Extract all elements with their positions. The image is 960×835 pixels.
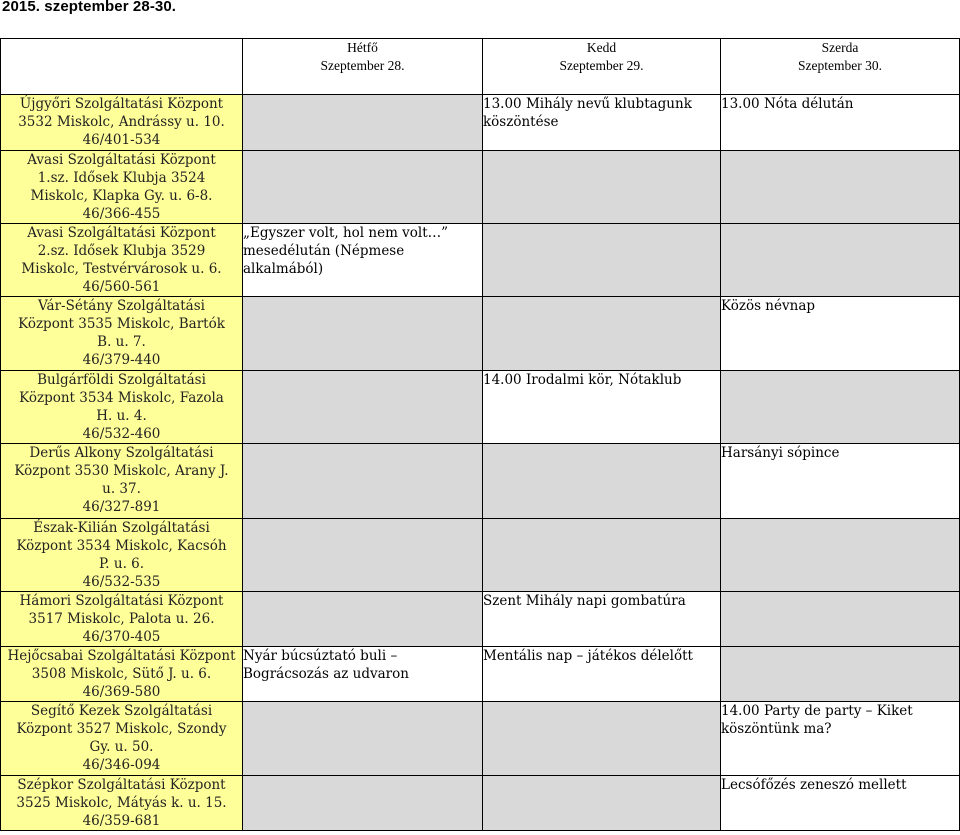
event-cell xyxy=(721,95,960,151)
venue-line: Derűs Alkony Szolgáltatási xyxy=(29,445,214,461)
empty-cell xyxy=(721,371,960,444)
day-header-tuesday xyxy=(483,39,721,95)
event-cell xyxy=(243,647,483,702)
event-cell xyxy=(483,647,721,702)
venue-line: H. u. 4. xyxy=(96,408,147,424)
empty-cell xyxy=(483,776,721,831)
venue-line: Központ 3534 Miskolc, Fazola xyxy=(19,390,224,406)
schedule-table xyxy=(0,38,960,831)
event-cell xyxy=(483,371,721,444)
event-cell xyxy=(483,95,721,151)
empty-cell xyxy=(483,702,721,776)
venue-line: 46/370-405 xyxy=(82,629,161,645)
empty-cell xyxy=(483,444,721,519)
event-cell xyxy=(721,297,960,371)
event-line: 13.00 Nóta délután xyxy=(721,96,854,112)
venue-line: Gy. u. 50. xyxy=(89,739,154,755)
event-cell xyxy=(483,592,721,647)
event-line: Közös névnap xyxy=(721,298,816,314)
venue-line: Avasi Szolgáltatási Központ xyxy=(27,152,216,168)
empty-cell xyxy=(243,592,483,647)
venue-line: 46/532-535 xyxy=(82,574,161,590)
empty-cell xyxy=(483,297,721,371)
table-row xyxy=(1,224,960,297)
event-line: Harsányi sópince xyxy=(721,445,840,461)
venue-line: Újgyőri Szolgáltatási Központ xyxy=(19,96,224,112)
event-line: 14.00 Irodalmi kör, Nótaklub xyxy=(483,372,682,388)
empty-cell xyxy=(721,224,960,297)
event-line: köszöntünk ma? xyxy=(721,721,832,737)
day-name: Hétfő xyxy=(347,40,378,55)
empty-cell xyxy=(243,95,483,151)
empty-cell xyxy=(243,297,483,371)
venue-line: 3508 Miskolc, Sütő J. u. 6. xyxy=(31,666,212,682)
venue-line: Szépkor Szolgáltatási Központ xyxy=(17,777,226,793)
venue-cell xyxy=(1,297,243,371)
venue-line: Bulgárföldi Szolgáltatási xyxy=(37,372,206,388)
empty-cell xyxy=(243,776,483,831)
empty-cell xyxy=(243,444,483,519)
venue-line: 46/327-891 xyxy=(82,499,161,515)
venue-line: Központ 3527 Miskolc, Szondy xyxy=(16,721,227,737)
empty-cell xyxy=(243,371,483,444)
table-row xyxy=(1,592,960,647)
day-date: Szeptember 30. xyxy=(798,58,882,73)
header-corner xyxy=(1,39,243,95)
header-row xyxy=(1,39,960,95)
venue-line: 46/401-534 xyxy=(82,132,161,148)
event-line: alkalmából) xyxy=(243,261,324,277)
empty-cell xyxy=(483,519,721,592)
event-line: „Egyszer volt, hol nem volt…” xyxy=(243,225,449,241)
table-row xyxy=(1,151,960,224)
venue-line: Hejőcsabai Szolgáltatási Központ xyxy=(7,648,236,664)
event-line: mesedélután (Népmese xyxy=(243,243,405,259)
event-cell xyxy=(721,702,960,776)
event-line: Szent Mihály napi gombatúra xyxy=(483,593,686,609)
day-date: Szeptember 28. xyxy=(320,58,405,73)
empty-cell xyxy=(721,592,960,647)
event-line: 13.00 Mihály nevű klubtagunk xyxy=(483,96,692,112)
table-row xyxy=(1,297,960,371)
venue-cell xyxy=(1,592,243,647)
day-header-monday xyxy=(243,39,483,95)
event-line: Lecsófőzés zeneszó mellett xyxy=(721,777,907,793)
table-row xyxy=(1,371,960,444)
event-cell xyxy=(721,776,960,831)
table-row xyxy=(1,702,960,776)
venue-line: 3532 Miskolc, Andrássy u. 10. xyxy=(18,114,225,130)
venue-line: 46/369-580 xyxy=(82,684,161,700)
event-line: Nyár búcsúztató buli – xyxy=(243,648,398,664)
venue-cell xyxy=(1,224,243,297)
empty-cell xyxy=(243,702,483,776)
empty-cell xyxy=(243,519,483,592)
venue-line: 3525 Miskolc, Mátyás k. u. 15. xyxy=(16,795,227,811)
venue-line: Központ 3530 Miskolc, Arany J. xyxy=(14,463,229,479)
venue-line: 1.sz. Idősek Klubja 3524 xyxy=(37,170,206,186)
empty-cell xyxy=(721,151,960,224)
venue-line: 3517 Miskolc, Palota u. 26. xyxy=(28,611,215,627)
table-row xyxy=(1,647,960,702)
venue-line: 46/359-681 xyxy=(82,813,161,829)
venue-line: 46/379-440 xyxy=(82,352,161,368)
venue-line: Vár-Sétány Szolgáltatási xyxy=(38,298,205,314)
table-row xyxy=(1,519,960,592)
day-name: Kedd xyxy=(586,40,617,55)
day-date: Szeptember 29. xyxy=(559,58,644,73)
event-cell xyxy=(243,224,483,297)
event-line: köszöntése xyxy=(483,114,559,130)
venue-line: Avasi Szolgáltatási Központ xyxy=(27,225,216,241)
venue-cell xyxy=(1,702,243,776)
venue-cell xyxy=(1,444,243,519)
venue-line: Miskolc, Klapka Gy. u. 6-8. xyxy=(30,188,213,204)
empty-cell xyxy=(243,151,483,224)
event-line: Bográcsozás az udvaron xyxy=(243,666,409,682)
venue-line: u. 37. xyxy=(102,481,141,497)
venue-line: P. u. 6. xyxy=(98,556,145,572)
venue-line: Hámori Szolgáltatási Központ xyxy=(19,593,224,609)
venue-line: 46/346-094 xyxy=(82,757,161,773)
empty-cell xyxy=(483,151,721,224)
venue-cell xyxy=(1,151,243,224)
page-title: 2015. szeptember 28-30. xyxy=(2,0,177,15)
event-cell xyxy=(721,444,960,519)
venue-line: B. u. 7. xyxy=(97,334,146,350)
venue-line: 46/560-561 xyxy=(82,279,161,295)
venue-line: Miskolc, Testvérvárosok u. 6. xyxy=(21,261,222,277)
venue-line: Központ 3534 Miskolc, Kacsóh xyxy=(16,538,227,554)
event-line: 14.00 Party de party – Kiket xyxy=(721,703,913,719)
day-name: Szerda xyxy=(821,40,859,55)
event-line: Mentális nap – játékos délelőtt xyxy=(483,648,693,664)
venue-cell xyxy=(1,95,243,151)
venue-line: 2.sz. Idősek Klubja 3529 xyxy=(37,243,206,259)
table-row xyxy=(1,776,960,831)
venue-line: Központ 3535 Miskolc, Bartók xyxy=(18,316,225,332)
empty-cell xyxy=(721,519,960,592)
venue-line: Segítő Kezek Szolgáltatási xyxy=(30,703,213,719)
table-row xyxy=(1,444,960,519)
venue-line: 46/532-460 xyxy=(82,426,161,442)
schedule-body xyxy=(1,95,960,831)
venue-cell xyxy=(1,519,243,592)
venue-cell xyxy=(1,647,243,702)
empty-cell xyxy=(483,224,721,297)
day-header-wednesday xyxy=(721,39,960,95)
venue-cell xyxy=(1,371,243,444)
empty-cell xyxy=(721,647,960,702)
venue-line: 46/366-455 xyxy=(82,206,161,222)
table-row xyxy=(1,95,960,151)
venue-cell xyxy=(1,776,243,831)
venue-line: Észak-Kilián Szolgáltatási xyxy=(33,520,210,536)
